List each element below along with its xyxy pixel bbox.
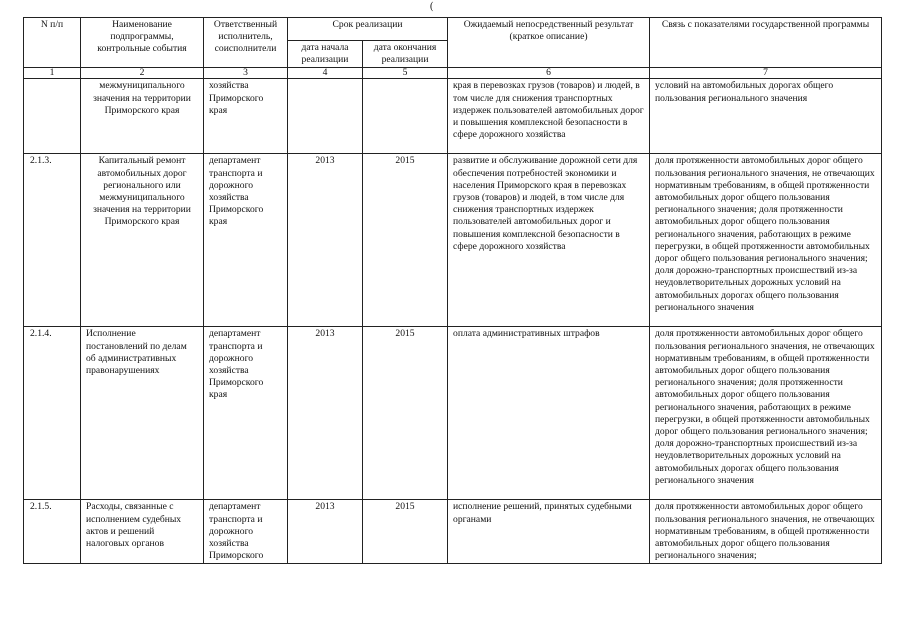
header-period: Срок реализации	[288, 18, 448, 41]
row-result: оплата административных штрафов	[448, 327, 650, 500]
row-end: 2015	[363, 327, 448, 500]
row-executor: департамент транспорта и дорожного хозяйства Приморского края	[204, 154, 288, 327]
page-mark: (	[430, 1, 434, 12]
row-executor: департамент транспорта и дорожного хозяйства Приморского края	[204, 327, 288, 500]
row-link: условий на автомобильных дорогах общего пользования регионального значения	[650, 79, 882, 154]
row-start: 2013	[288, 500, 363, 564]
row-link: доля протяженности автомобильных дорог общего пользования регионального значения, не отвечающих нормативным требованиям, в общей протяженности автомобильных дорог общего пользования регионального значения;	[650, 500, 882, 564]
header-executor: Ответственный исполнитель, соисполнители	[204, 18, 288, 68]
col-number: 2	[81, 68, 204, 79]
row-link: доля протяженности автомобильных дорог общего пользования регионального значения, не отвечающих нормативным требованиям, в общей протяженности автомобильных дорог общего пользования регионального значения; доля протяженности автомобильных дорог общего пользования регионального значения, работающих в режиме перегрузки, в общей протяженности автомобильных дорог общего пользования регионального значения; доля дорожно-транспортных происшествий из-за неудовлетворительных дорожных условий на автомобильных дорогах общего пользования регионального значения	[650, 154, 882, 327]
row-end: 2015	[363, 154, 448, 327]
header-link: Связь с показателями государственной программы	[650, 18, 882, 68]
table-row	[24, 79, 882, 154]
program-table	[23, 17, 882, 564]
row-executor: департамент транспорта и дорожного хозяйства Приморского	[204, 500, 288, 564]
row-num: 2.1.5.	[24, 500, 81, 564]
row-start	[288, 79, 363, 154]
row-result: развитие и обслуживание дорожной сети для обеспечения потребностей экономики и населения Приморского края в перевозках грузов (товаров) и людей, в том числе для снижения транспортных издержек пользователей автомобильных дорог и повышения комплексной безопасности в сфере дорожного хозяйства	[448, 154, 650, 327]
col-number: 1	[24, 68, 81, 79]
header-name: Наименование подпрограммы, контрольные события	[81, 18, 204, 68]
row-executor: хозяйства Приморского края	[204, 79, 288, 154]
row-result: края в перевозках грузов (товаров) и людей, в том числе для снижения транспортных издержек пользователей автомобильных дорог и повышения комплексной безопасности в сфере дорожного хозяйства	[448, 79, 650, 154]
row-num: 2.1.3.	[24, 154, 81, 327]
row-name: Исполнение постановлений по делам об административных правонарушениях	[81, 327, 204, 500]
row-num	[24, 79, 81, 154]
header-result: Ожидаемый непосредственный результат (краткое описание)	[448, 18, 650, 68]
row-name: межмуниципального значения на территории Приморского края	[81, 79, 204, 154]
table-row	[24, 154, 882, 327]
col-number: 4	[288, 68, 363, 79]
row-start: 2013	[288, 154, 363, 327]
row-result: исполнение решений, принятых судебными органами	[448, 500, 650, 564]
col-number: 5	[363, 68, 448, 79]
row-num: 2.1.4.	[24, 327, 81, 500]
table-row	[24, 500, 882, 564]
row-name: Капитальный ремонт автомобильных дорог регионального или межмуниципального значения на территории Приморского края	[81, 154, 204, 327]
row-name: Расходы, связанные с исполнением судебных актов и решений налоговых органов	[81, 500, 204, 564]
col-number: 7	[650, 68, 882, 79]
header-start: дата начала реализации	[288, 41, 363, 68]
col-number: 3	[204, 68, 288, 79]
header-num: N п/п	[24, 18, 81, 68]
row-end	[363, 79, 448, 154]
table-row	[24, 327, 882, 500]
row-link: доля протяженности автомобильных дорог общего пользования регионального значения, не отвечающих нормативным требованиям, в общей протяженности автомобильных дорог общего пользования регионального значения; доля протяженности автомобильных дорог общего пользования регионального значения, работающих в режиме перегрузки, в общей протяженности автомобильных дорог общего пользования регионального значения; доля дорожно-транспортных происшествий из-за неудовлетворительных дорожных условий на автомобильных дорогах общего пользования регионального значения	[650, 327, 882, 500]
col-number: 6	[448, 68, 650, 79]
row-end: 2015	[363, 500, 448, 564]
header-end: дата окончания реализации	[363, 41, 448, 68]
row-start: 2013	[288, 327, 363, 500]
